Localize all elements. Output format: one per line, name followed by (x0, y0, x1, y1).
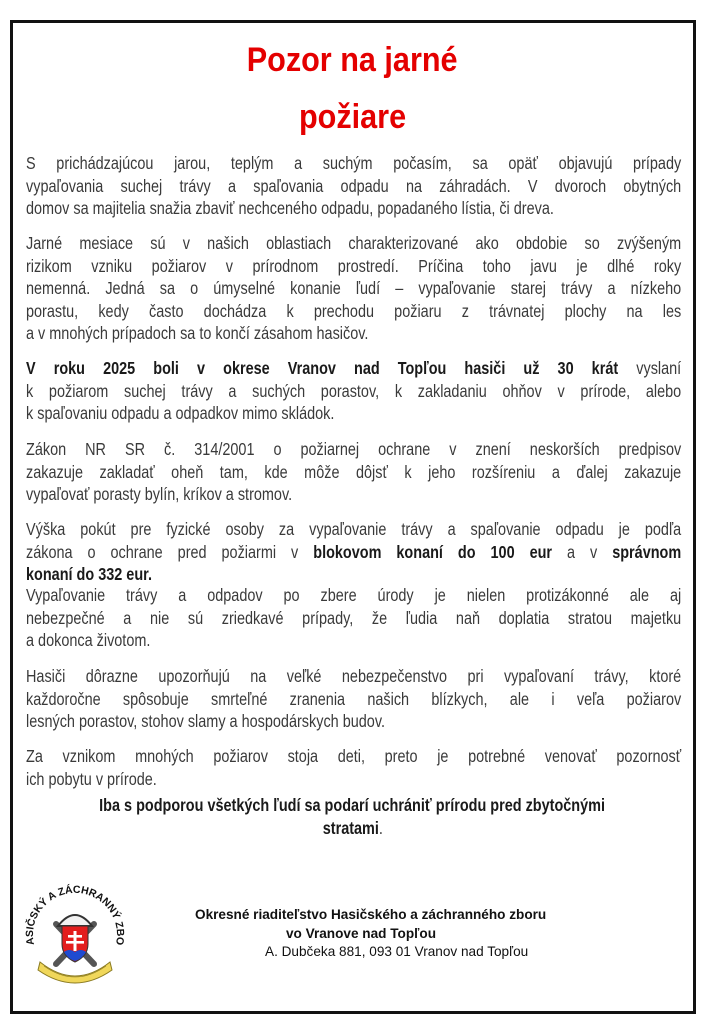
text-line (26, 629, 681, 651)
text-content (26, 541, 681, 563)
text-span: vyslaní (618, 358, 682, 378)
text-content: rizikom vzniku požiarov v prírodnom prostredí. Príčina toho javu je dlhé roky (26, 256, 682, 276)
text-line (26, 607, 681, 629)
text-content: konaní do 332 eur. (26, 564, 152, 584)
fire-rescue-emblem-icon (20, 882, 130, 988)
text-line (26, 584, 681, 606)
text-content: každoročne spôsobuje smrteľné zranenia našich blízkych, ale i veľa požiarov (26, 689, 682, 709)
text-line (26, 518, 681, 540)
text-content: ich pobytu v prírode. (26, 769, 157, 789)
title-line-1 (0, 40, 705, 80)
text-content: vypaľovania suchej trávy a spaľovania odpadu na záhradách. V dvoroch obytných (26, 176, 682, 196)
footer-address: A. Dubčeka 881, 093 01 Vranov nad Topľou (265, 944, 529, 959)
text-line (26, 483, 681, 505)
text-line (26, 357, 681, 379)
text-content: vypaľovať porasty bylín, kríkov a stromov. (26, 484, 293, 504)
text-span: stratami (322, 818, 379, 838)
text-line (26, 563, 681, 585)
text-content: zakazuje zakladať oheň tam, kde môže dôjsť k jeho rozšíreniu a ďalej zakazuje (26, 462, 682, 482)
text-content: porastu, kedy často dochádza k prechodu požiaru z trávnatej plochy na les (26, 301, 682, 321)
text-content: lesných porastov, stohov slamy a hospodárskych budov. (26, 711, 385, 731)
text-line (26, 232, 681, 254)
text-line (26, 300, 681, 322)
text-span: a v (552, 542, 613, 562)
text-line (26, 255, 681, 277)
text-content: Jarné mesiace sú v našich oblastiach charakterizované ako obdobie so zvýšeným (26, 233, 682, 253)
text-line (26, 277, 681, 299)
text-line (26, 402, 681, 424)
text-content: Hasiči dôrazne upozorňujú na veľké nebezpečenstvo pri vypaľovaní trávy, ktoré (26, 666, 682, 686)
text-line (20, 817, 685, 839)
text-content: Iba s podporou všetkých ľudí sa podarí uchrániť prírodu pred zbytočnými (99, 795, 606, 815)
text-content: Vypaľovanie trávy a odpadov po zbere úrody je nielen protizákonné ale aj (26, 585, 682, 605)
text-content (322, 817, 382, 839)
text-content: a v mnohých prípadoch sa to končí zásahom hasičov. (26, 323, 369, 343)
logo-ring-text: ASIČSKÝ A ZÁCHRANNÝ ZBO (23, 883, 127, 946)
emphasis-text: V roku 2025 boli v okrese Vranov nad Topľou hasiči už 30 krát (26, 358, 619, 378)
text-content: a dokonca životom. (26, 630, 151, 650)
text-line (26, 197, 681, 219)
text-content: Za vznikom mnohých požiarov stoja deti, preto je potrebné venovať pozornosť (26, 746, 682, 766)
footer-org-name: Okresné riaditeľstvo Hasičského a záchranného zboru (195, 907, 547, 922)
text-content: nebezpečné a nie sú zriedkavé prípady, že ľudia naň doplatia stratou majetku (26, 608, 682, 628)
text-line (26, 461, 681, 483)
text-content: k požiarom suchej trávy a suchých porastov, k zakladaniu ohňov v prírode, alebo (26, 381, 682, 401)
text-span: zákona o ochrane pred požiarmi v (26, 542, 314, 562)
text-line (26, 768, 681, 790)
text-content: k spaľovaniu odpadu a odpadkov mimo skládok. (26, 403, 335, 423)
text-content: Výška pokút pre fyzické osoby za vypaľovanie trávy a spaľovanie odpadu je podľa (26, 519, 682, 539)
text-content: Zákon NR SR č. 314/2001 o požiarnej ochrane v znení neskorších predpisov (26, 439, 682, 459)
text-line (26, 152, 681, 174)
title-line-2 (0, 97, 705, 137)
text-line (26, 710, 681, 732)
text-line (26, 322, 681, 344)
text-content: nemenná. Jedná sa o úmyselné konanie ľudí – vypaľovanie starej trávy a nízkeho (26, 278, 682, 298)
title-text: Pozor na jarné (247, 41, 458, 79)
fine-amount-admin: správnom (612, 542, 682, 562)
text-content: domov sa majitelia snažia zbaviť nechceného odpadu, popadaného lístia, či dreva. (26, 198, 554, 218)
footer-org-location: vo Vranove nad Topľou (286, 926, 437, 941)
text-line (26, 438, 681, 460)
text-content (26, 357, 681, 379)
text-line (26, 175, 681, 197)
title-text: požiare (298, 98, 407, 136)
text-line (26, 688, 681, 710)
text-line (26, 541, 681, 563)
text-line (26, 380, 681, 402)
text-content: S prichádzajúcou jarou, teplým a suchým počasím, sa opäť objavujú prípady (26, 153, 682, 173)
text-line (26, 665, 681, 687)
text-line (20, 794, 685, 816)
fine-amount-block: blokovom konaní do 100 eur (313, 542, 553, 562)
text-line (26, 745, 681, 767)
text-span: . (378, 818, 383, 838)
